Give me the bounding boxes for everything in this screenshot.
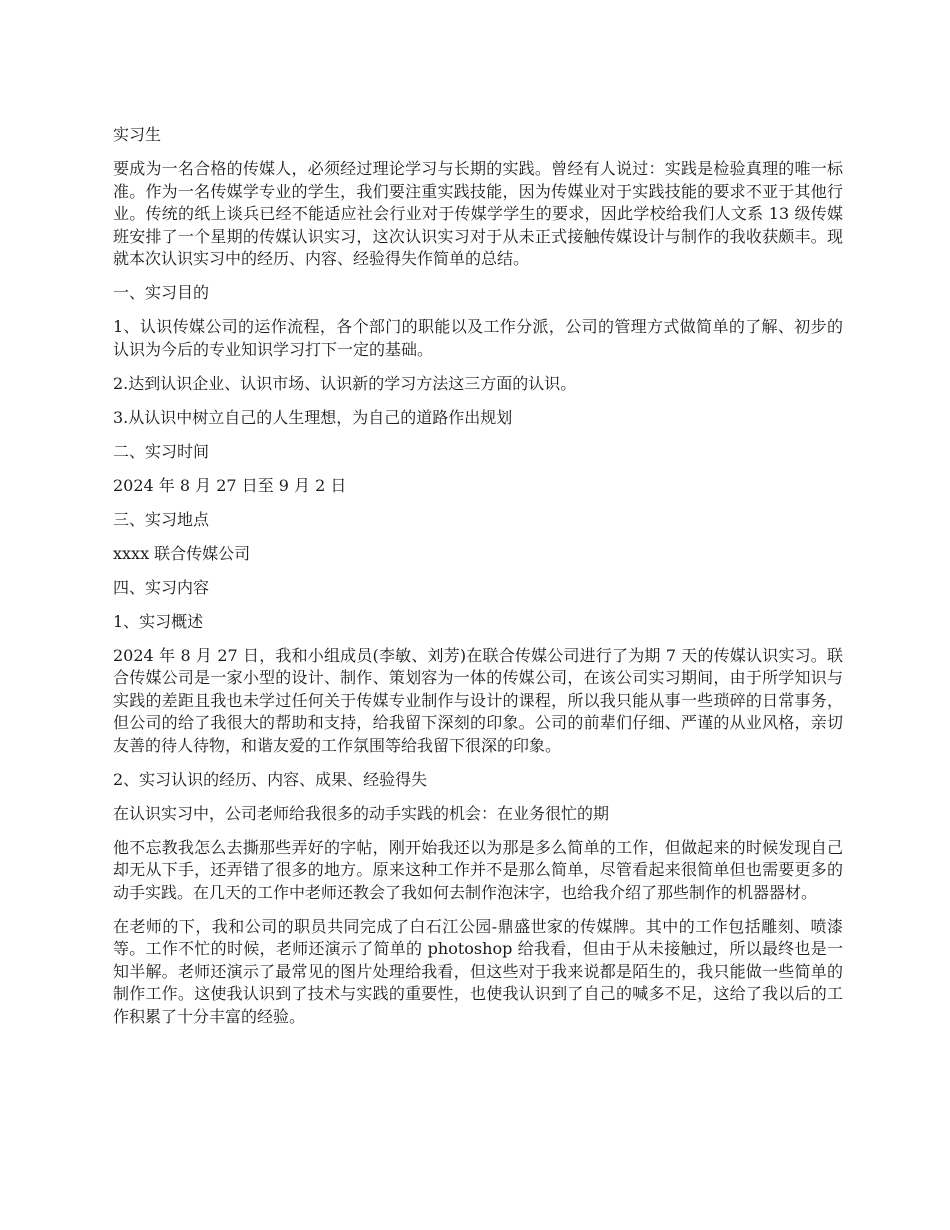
internship-dates: 2024 年 8 月 27 日至 9 月 2 日 <box>113 475 347 495</box>
document-title: 实习生 <box>113 125 162 144</box>
purpose-item-2: 2.达到认识企业、认识市场、认识新的学习方法这三方面的认识。 <box>113 373 577 393</box>
internship-location: xxxx 联合传媒公司 <box>113 543 251 563</box>
subheading-experience: 2、实习认识的经历、内容、成果、经验得失 <box>113 769 428 789</box>
purpose-item-3: 3.从认识中树立自己的人生理想，为自己的道路作出规划 <box>113 407 513 427</box>
section-heading-time: 二、实习时间 <box>113 441 210 461</box>
purpose-item-1: 1、认识传媒公司的运作流程，各个部门的职能以及工作分派，公司的管理方式做简单的了解、初步的认识为今后的专业知识学习打下一定的基础。 <box>113 317 843 359</box>
section-heading-content: 四、实习内容 <box>113 577 210 597</box>
intro-paragraph: 要成为一名合格的传媒人，必须经过理论学习与长期的实践。曾经有人说过：实践是检验真理的唯一标准。作为一名传媒学专业的学生，我们要注重实践技能，因为传媒业对于实践技能的要求不亚于其他行业。传统的纸上谈兵已经不能适应社会行业对于传媒学学生的要求，因此学校给我们人文系 13 级传媒班安排了一个星期的传媒认识实习，这次认识实习对于从未正式接触传媒设计与制作的我收获颇丰。现就本次认识实习中的经历、内容、经验得失作简单的总结。 <box>113 159 843 268</box>
document-page <box>113 124 843 1040</box>
section-heading-purpose: 一、实习目的 <box>113 283 210 302</box>
experience-paragraph-2: 他不忘教我怎么去撕那些弄好的字帖，刚开始我还以为那是多么简单的工作，但做起来的时候发现自己却无从下手，还弄错了很多的地方。原来这种工作并不是那么简单，尽管看起来很简单但也需要更多的动手实践。在几天的工作中老师还教会了我如何去制作泡沫字，也给我介绍了那些制作的机器器材。 <box>113 837 843 902</box>
subheading-overview: 1、实习概述 <box>113 611 204 631</box>
experience-paragraph-1: 在认识实习中，公司老师给我很多的动手实践的机会：在业务很忙的期 <box>113 803 610 823</box>
experience-paragraph-3: 在老师的下，我和公司的职员共同完成了白石江公园-鼎盛世家的传媒牌。其中的工作包括雕刻、喷漆等。工作不忙的时候，老师还演示了简单的 photoshop 给我看，但由于从未接触过，所以最终也是一知半解。老师还演示了最常见的图片处理给我看，但这些对于我来说都是陌生的，我只能做一些简单的制作工作。这使我认识到了技术与实践的重要性，也使我认识到了自己的喊多不足，这给了我以后的工作积累了十分丰富的经验。 <box>113 916 843 1026</box>
section-heading-location: 三、实习地点 <box>113 509 210 529</box>
overview-paragraph: 2024 年 8 月 27 日，我和小组成员(李敏、刘芳)在联合传媒公司进行了为期 7 天的传媒认识实习。联合传媒公司是一家小型的设计、制作、策划容为一体的传媒公司，在该公司实习期间，由于所学知识与实践的差距且我也未学过任何关于传媒专业制作与设计的课程，所以我只能从事一些琐碎的日常事务，但公司的给了我很大的帮助和支持，给我留下深刻的印象。公司的前辈们仔细、严谨的从业风格，亲切友善的待人待物，和谐友爱的工作氛围等给我留下很深的印象。 <box>113 645 843 755</box>
